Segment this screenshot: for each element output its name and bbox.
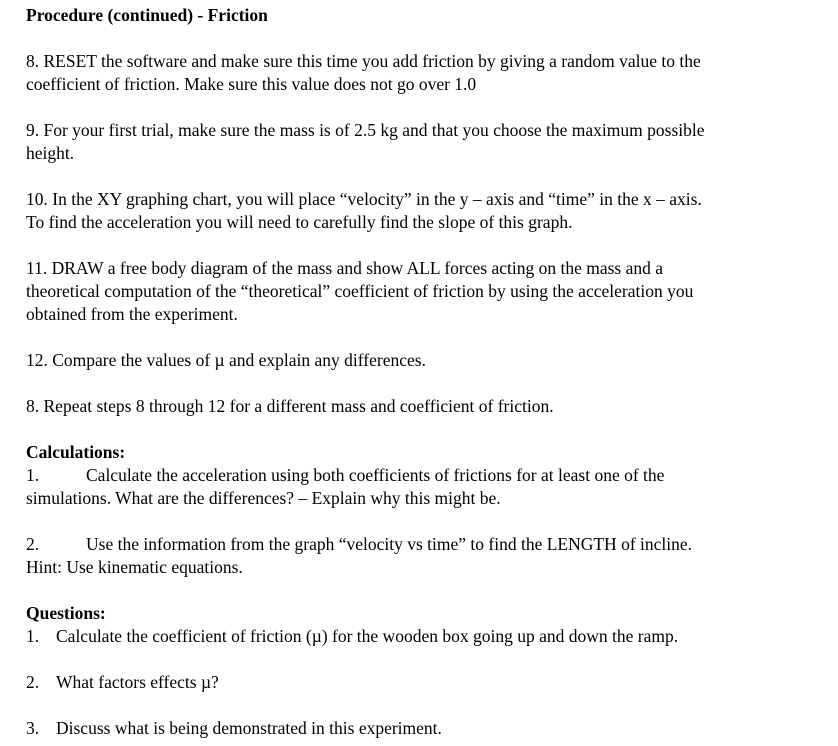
step-11-free-body-diagram bbox=[26, 257, 816, 326]
question-text: Calculate the coefficient of friction (µ) for the wooden box going up and down the ramp. bbox=[56, 626, 679, 646]
question-number: 2. bbox=[26, 672, 40, 692]
step-8-reset bbox=[26, 50, 816, 96]
question-text: What factors effects µ? bbox=[56, 672, 219, 692]
question-text: Discuss what is being demonstrated in this experiment. bbox=[56, 718, 442, 738]
question-item-2 bbox=[26, 671, 816, 694]
calculation-item-2 bbox=[26, 533, 816, 579]
questions-heading: Questions: bbox=[26, 603, 106, 623]
calculation-number: 2. bbox=[26, 534, 40, 554]
calculation-text: Use the information from the graph “velocity vs time” to find the LENGTH of incline. bbox=[86, 534, 693, 554]
step-9-first-trial bbox=[26, 119, 816, 165]
step-text-line: 8. RESET the software and make sure this time you add friction by giving a random value to the bbox=[26, 51, 701, 71]
calculation-text: Calculate the acceleration using both coefficients of frictions for at least one of the bbox=[86, 465, 665, 485]
calculation-text-continued: simulations. What are the differences? – Explain why this might be. bbox=[26, 488, 501, 508]
calculation-item-1 bbox=[26, 464, 816, 510]
step-12-compare: 12. Compare the values of µ and explain any differences. bbox=[26, 350, 426, 370]
step-text-line: obtained from the experiment. bbox=[26, 304, 238, 324]
step-text-line: height. bbox=[26, 143, 75, 163]
question-item-3 bbox=[26, 717, 816, 740]
question-number: 3. bbox=[26, 718, 40, 738]
step-text-line: 10. In the XY graphing chart, you will place “velocity” in the y – axis and “time” in the x – axis. bbox=[26, 189, 702, 209]
step-text-line: To find the acceleration you will need to carefully find the slope of this graph. bbox=[26, 212, 573, 232]
step-text-line: 11. DRAW a free body diagram of the mass and show ALL forces acting on the mass and a bbox=[26, 258, 664, 278]
calculation-text-continued: Hint: Use kinematic equations. bbox=[26, 557, 243, 577]
document-page bbox=[26, 4, 816, 740]
question-number: 1. bbox=[26, 626, 40, 646]
section-title: Procedure (continued) - Friction bbox=[26, 5, 268, 25]
calculations-heading: Calculations: bbox=[26, 442, 126, 462]
step-text-line: coefficient of friction. Make sure this value does not go over 1.0 bbox=[26, 74, 477, 94]
step-text-line: theoretical computation of the “theoretical” coefficient of friction by using the acceleration you bbox=[26, 281, 694, 301]
step-8-repeat: 8. Repeat steps 8 through 12 for a different mass and coefficient of friction. bbox=[26, 396, 554, 416]
calculation-number: 1. bbox=[26, 465, 40, 485]
question-item-1 bbox=[26, 625, 816, 648]
step-text-line: 9. For your first trial, make sure the mass is of 2.5 kg and that you choose the maximum possible bbox=[26, 120, 705, 140]
step-10-graphing bbox=[26, 188, 816, 234]
